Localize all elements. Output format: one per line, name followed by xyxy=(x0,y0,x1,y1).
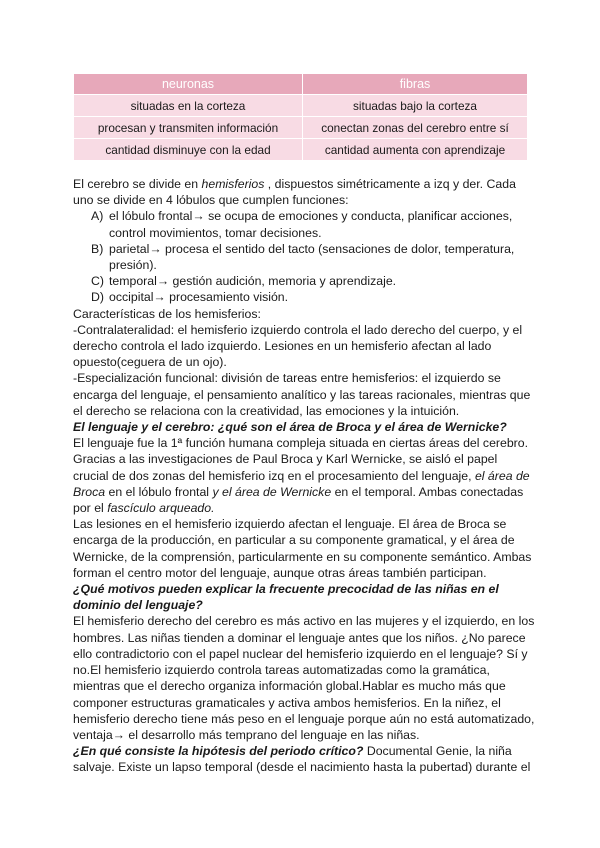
intro-paragraph: El cerebro se divide en hemisferios , dispuestos simétricamente a izq y der. Cada uno se divide en 4 lóbulos que cumplen funciones: xyxy=(73,177,516,208)
question-girls-precocity: ¿Qué motivos pueden explicar la frecuente precocidad de las niñas en el dominio del lenguaje? xyxy=(73,582,499,613)
neurons-vs-fibers-table xyxy=(73,73,528,161)
specialization-paragraph: -Especialización funcional: división de tareas entre hemisferios: el izquierdo se encarga del lenguaje, el pensamiento analítico y las tareas racionales, mientras que el derecho se relaciona con la creatividad, las emociones y la intuición. xyxy=(73,371,531,418)
question-broca-wernicke: El lenguaje y el cerebro: ¿qué son el área de Broca y el área de Wernicke? xyxy=(73,420,507,435)
girls-precocity-paragraph: El hemisferio derecho del cerebro es más activo en las mujeres y el izquierdo, en los hombres. Las niñas tienden a dominar el lenguaje antes que los niños. ¿No parece ello contradictorio con el papel nuclear del hemisferio izquierdo en el lenguaje? Sí y no.El hemisferio izquierdo controla tareas automatizadas como la gramática, mientras que el derecho organiza información global.Hablar es mucho más que componer estructuras gramaticales y activa ambos hemisferios. En la niñez, el hemisferio derecho tiene más peso en el lenguaje porque aún no está automatizado, ventaja→ el desarrollo más temprano del lenguaje en las niñas. xyxy=(73,614,535,742)
lesions-paragraph: Las lesiones en el hemisferio izquierdo afectan el lenguaje. El área de Broca se encarga de la producción, en particular a su componente gramatical, y el área de Wernicke, de la comprensión, particularmente en su componente semántico. Ambas forman el centro motor del lenguaje, aunque otras áreas también participan. xyxy=(73,517,532,580)
table-row xyxy=(74,117,528,139)
question-critical-period: ¿En qué consiste la hipótesis del periodo crítico? xyxy=(73,744,364,759)
table-cell: cantidad disminuye con la edad xyxy=(74,139,303,161)
lobes-list xyxy=(73,208,535,305)
list-item xyxy=(73,208,535,240)
table-header-row xyxy=(74,74,528,95)
table-cell: conectan zonas del cerebro entre sí xyxy=(303,117,528,139)
emphasis-hemisferios: hemisferios xyxy=(201,177,265,191)
table-cell: situadas bajo la corteza xyxy=(303,95,528,117)
table-cell: procesan y transmiten información xyxy=(74,117,303,139)
list-item-text: temporal→ gestión audición, memoria y aprendizaje. xyxy=(109,274,397,289)
table-row xyxy=(74,139,528,161)
list-item-text: occipital→ procesamiento visión. xyxy=(109,290,289,305)
table-header-neuronas: neuronas xyxy=(74,74,303,95)
broca-wernicke-paragraph: El lenguaje fue la 1ª función humana compleja situada en ciertas áreas del cerebro. Gracias a las investigaciones de Paul Broca y Karl Wernicke, se aisló el papel crucial de dos zonas del hemisferio izq en el procesamiento del lenguaje, el área de Broca en el lóbulo frontal y el área de Wernicke en el temporal. Ambas conectadas por el fascículo arqueado. xyxy=(73,436,530,516)
document-body xyxy=(73,176,535,776)
table-cell: cantidad aumenta con aprendizaje xyxy=(303,139,528,161)
list-item xyxy=(73,241,535,273)
list-item-text: parietal→ procesa el sentido del tacto (sensaciones de dolor, temperatura, presión). xyxy=(109,241,515,273)
table-cell: situadas en la corteza xyxy=(74,95,303,117)
critical-period-paragraph: ¿En qué consiste la hipótesis del periodo crítico? Documental Genie, la niña salvaje. Existe un lapso temporal (desde el nacimiento hasta la pubertad) durante el xyxy=(73,744,531,775)
list-marker: B) xyxy=(91,241,104,256)
list-marker: C) xyxy=(91,274,104,289)
contralateral-paragraph: -Contralateralidad: el hemisferio izquierdo controla el lado derecho del cuerpo, y el derecho controla el lado izquierdo. Lesiones en un hemisferio afectan al lado opuesto(ceguera de un ojo). xyxy=(73,322,523,370)
list-item xyxy=(73,273,535,289)
list-marker: A) xyxy=(91,209,104,224)
list-item xyxy=(73,289,535,305)
list-item-text: el lóbulo frontal→ se ocupa de emociones y conducta, planificar acciones, control movimientos, tomar decisiones. xyxy=(109,209,513,240)
table-header-fibras: fibras xyxy=(303,74,528,95)
characteristics-title: Características de los hemisferios: xyxy=(73,306,261,321)
list-marker: D) xyxy=(91,290,104,305)
table-row xyxy=(74,95,528,117)
